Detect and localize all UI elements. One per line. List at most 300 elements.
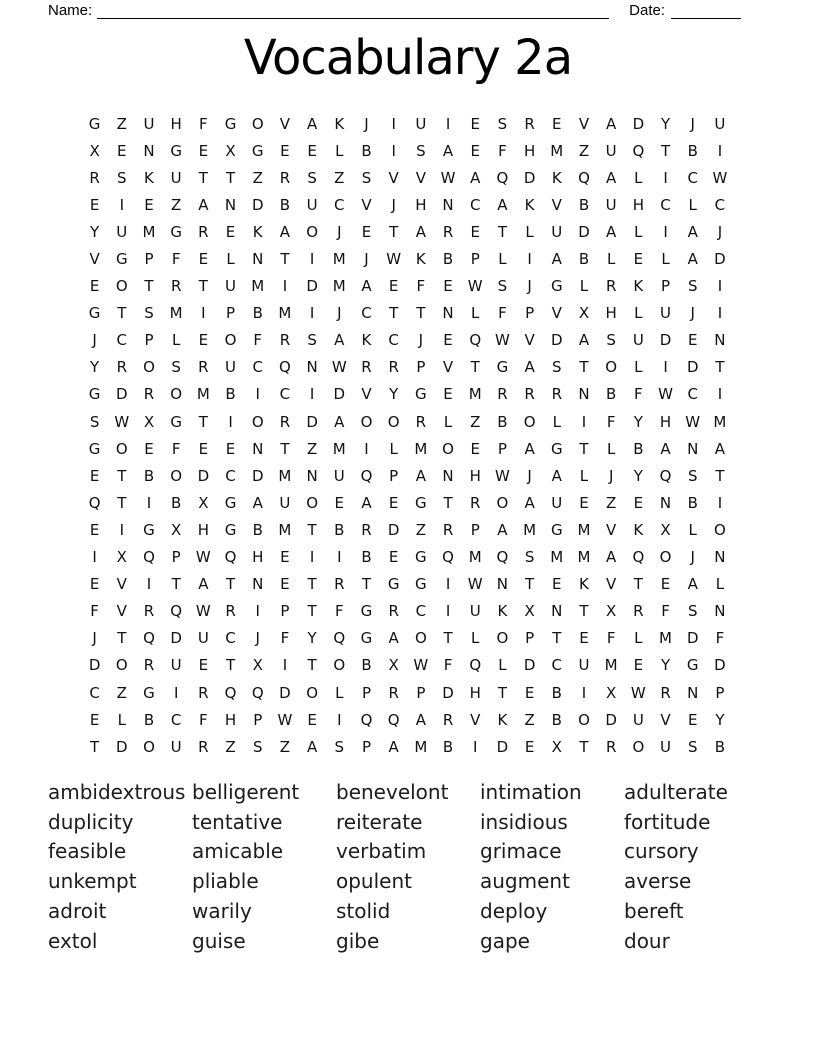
grid-letter: Q	[442, 548, 454, 567]
grid-letter: A	[687, 575, 698, 594]
grid-letter: L	[171, 331, 181, 350]
grid-letter: C	[469, 195, 481, 214]
grid-letter: Q	[251, 683, 264, 702]
grid-letter: L	[634, 358, 643, 377]
grid-letter: B	[551, 710, 562, 729]
grid-letter: A	[606, 548, 617, 567]
grid-letter: M	[278, 304, 292, 323]
grid-letter: P	[171, 548, 181, 567]
grid-letter: S	[89, 412, 100, 431]
grid-letter: Q	[632, 548, 645, 567]
grid-letter: L	[471, 629, 480, 648]
grid-letter: M	[414, 439, 428, 458]
grid-letter: U	[170, 656, 182, 675]
grid-letter: M	[577, 548, 591, 567]
grid-letter: J	[255, 629, 260, 648]
grid-letter: N	[306, 358, 318, 377]
grid-letter: C	[714, 195, 726, 214]
grid-letter: G	[143, 683, 155, 702]
grid-letter: I	[717, 385, 723, 404]
grid-letter: F	[171, 439, 181, 458]
grid-letter: E	[470, 222, 480, 241]
grid-letter: Q	[496, 548, 509, 567]
grid-letter: A	[687, 222, 698, 241]
grid-letter: I	[445, 575, 451, 594]
grid-letter: R	[497, 385, 508, 404]
grid-letter: T	[579, 439, 589, 458]
grid-letter: L	[661, 250, 670, 269]
grid-letter: H	[197, 520, 209, 539]
grid-letter: E	[579, 493, 589, 512]
grid-letter: G	[550, 520, 563, 539]
grid-letter: C	[660, 195, 671, 214]
grid-letter: E	[198, 656, 209, 675]
grid-letter: E	[144, 195, 154, 214]
grid-letter: E	[198, 331, 209, 350]
grid-letter: S	[361, 168, 372, 187]
grid-letter: N	[687, 683, 699, 702]
grid-letter: I	[119, 195, 124, 214]
grid-letter: T	[225, 656, 236, 675]
grid-letter: E	[443, 277, 453, 296]
word-item: extol	[48, 928, 98, 953]
grid-letter: V	[89, 250, 100, 269]
grid-letter: R	[388, 683, 399, 702]
grid-letter: P	[361, 683, 371, 702]
grid-letter: M	[523, 520, 537, 539]
grid-letter: R	[388, 602, 399, 621]
date-label: Date:	[629, 2, 665, 19]
grid-letter: M	[550, 548, 564, 567]
grid-letter: I	[146, 493, 152, 512]
grid-letter: B	[442, 737, 454, 756]
grid-letter: O	[115, 439, 128, 458]
grid-letter: K	[334, 114, 345, 133]
grid-letter: F	[199, 710, 208, 729]
grid-letter: V	[279, 114, 291, 133]
grid-letter: U	[225, 358, 237, 377]
grid-letter: G	[686, 656, 699, 675]
word-item: gibe	[336, 928, 380, 953]
grid-letter: N	[442, 195, 454, 214]
grid-letter: L	[552, 412, 561, 431]
word-item: intimation	[480, 780, 582, 804]
grid-letter: D	[605, 710, 617, 729]
grid-letter: E	[117, 141, 127, 160]
word-list-column	[480, 778, 624, 956]
grid-letter: R	[279, 331, 291, 350]
grid-letter: K	[252, 222, 263, 241]
grid-letter: C	[388, 331, 399, 350]
grid-letter: D	[686, 358, 699, 377]
grid-letter: V	[361, 195, 372, 214]
grid-letter: J	[717, 222, 723, 241]
grid-letter: U	[143, 114, 155, 133]
grid-letter: Q	[170, 602, 183, 621]
grid-letter: E	[198, 250, 209, 269]
word-item: reiterate	[336, 809, 423, 834]
grid-letter: H	[523, 141, 536, 160]
grid-letter: E	[225, 439, 236, 458]
grid-letter: F	[334, 602, 344, 621]
grid-letter: D	[632, 114, 645, 133]
grid-letter: Q	[224, 683, 237, 702]
grid-letter: X	[524, 602, 535, 621]
grid-letter: Q	[143, 629, 155, 648]
word-item: warily	[192, 898, 252, 923]
letter-grid	[81, 110, 734, 760]
grid-letter: B	[442, 250, 454, 269]
grid-letter: I	[119, 520, 124, 539]
word-item: belligerent	[192, 780, 300, 804]
grid-letter: G	[360, 629, 373, 648]
grid-letter: G	[415, 493, 427, 512]
grid-letter: N	[578, 385, 590, 404]
grid-letter: Y	[90, 358, 100, 377]
grid-letter: A	[524, 439, 535, 458]
grid-letter: Y	[633, 412, 643, 431]
grid-letter: C	[415, 602, 427, 621]
grid-letter: V	[388, 168, 399, 187]
grid-letter: S	[144, 304, 154, 323]
grid-letter: T	[144, 277, 154, 296]
grid-letter: B	[606, 385, 617, 404]
grid-letter: A	[361, 277, 372, 296]
grid-letter: T	[579, 358, 589, 377]
grid-letter: N	[252, 250, 264, 269]
grid-letter: I	[364, 439, 369, 458]
grid-letter: Q	[578, 168, 590, 187]
grid-letter: Q	[360, 710, 373, 729]
grid-letter: T	[198, 168, 208, 187]
grid-letter: U	[632, 710, 644, 729]
grid-letter: T	[117, 629, 127, 648]
grid-letter: D	[578, 222, 590, 241]
grid-letter: H	[252, 548, 264, 567]
grid-letter: G	[224, 520, 237, 539]
grid-letter: G	[496, 358, 509, 377]
grid-letter: E	[307, 710, 317, 729]
grid-letter: T	[361, 575, 372, 594]
grid-letter: B	[578, 195, 590, 214]
grid-letter: M	[713, 412, 727, 431]
grid-letter: G	[170, 222, 182, 241]
grid-letter: L	[471, 304, 480, 323]
grid-letter: V	[578, 114, 590, 133]
grid-letter: P	[226, 304, 236, 323]
grid-letter: A	[306, 737, 318, 756]
grid-letter: U	[605, 141, 617, 160]
header	[48, 2, 741, 19]
grid-letter: G	[88, 385, 101, 404]
word-item: augment	[480, 869, 570, 894]
grid-letter: S	[171, 358, 181, 377]
grid-letter: I	[255, 385, 260, 404]
grid-letter: Q	[469, 656, 482, 675]
puzzle-title: Vocabulary 2a	[243, 30, 573, 86]
grid-letter: Z	[116, 114, 127, 133]
grid-letter: R	[334, 575, 345, 594]
grid-letter: R	[143, 656, 155, 675]
grid-letter: F	[416, 277, 426, 296]
word-item: deploy	[480, 898, 548, 923]
grid-letter: X	[578, 304, 590, 323]
grid-letter: C	[170, 710, 182, 729]
grid-letter: L	[443, 412, 453, 431]
grid-letter: K	[497, 602, 508, 621]
grid-letter: D	[551, 331, 563, 350]
grid-letter: S	[307, 168, 317, 187]
grid-letter: O	[115, 656, 128, 675]
grid-letter: D	[714, 250, 726, 269]
grid-letter: A	[497, 195, 508, 214]
grid-letter: A	[606, 114, 617, 133]
grid-letter: A	[415, 466, 426, 485]
grid-letter: J	[418, 331, 424, 350]
grid-letter: M	[332, 277, 346, 296]
grid-letter: O	[605, 358, 618, 377]
grid-letter: F	[253, 331, 263, 350]
grid-letter: H	[605, 304, 617, 323]
grid-letter: V	[442, 358, 454, 377]
grid-letter: I	[255, 602, 260, 621]
word-item: averse	[624, 869, 692, 894]
grid-letter: R	[361, 358, 372, 377]
grid-letter: U	[170, 737, 182, 756]
word-item: bereft	[624, 898, 684, 923]
word-list-column	[48, 778, 192, 956]
grid-letter: E	[470, 141, 480, 160]
word-item: adroit	[48, 898, 107, 923]
grid-letter: O	[578, 710, 590, 729]
word-item: tentative	[192, 809, 283, 834]
grid-letter: X	[606, 602, 617, 621]
grid-letter: W	[277, 710, 293, 729]
grid-letter: L	[634, 629, 643, 648]
grid-letter: I	[445, 602, 451, 621]
word-item: ambidextrous	[48, 780, 186, 804]
grid-letter: J	[337, 304, 342, 323]
grid-letter: V	[116, 602, 127, 621]
grid-letter: B	[497, 412, 508, 431]
grid-letter: S	[687, 277, 698, 296]
grid-letter: R	[116, 358, 127, 377]
grid-letter: J	[608, 466, 614, 485]
grid-letter: K	[497, 710, 508, 729]
grid-letter: G	[415, 575, 427, 594]
grid-letter: T	[443, 629, 453, 648]
grid-letter: U	[197, 629, 209, 648]
word-item: guise	[192, 928, 246, 953]
grid-letter: V	[606, 520, 617, 539]
grid-letter: L	[606, 439, 616, 458]
grid-letter: B	[171, 493, 182, 512]
grid-letter: C	[116, 331, 128, 350]
grid-letter: N	[551, 602, 563, 621]
grid-letter: B	[687, 493, 698, 512]
grid-letter: P	[525, 304, 535, 323]
grid-letter: U	[551, 493, 563, 512]
grid-letter: E	[687, 331, 698, 350]
grid-letter: U	[660, 737, 672, 756]
grid-letter: H	[415, 195, 427, 214]
grid-letter: E	[660, 575, 671, 594]
grid-letter: T	[307, 575, 317, 594]
grid-letter: T	[225, 168, 236, 187]
grid-letter: Q	[279, 358, 291, 377]
grid-letter: T	[525, 575, 535, 594]
grid-letter: I	[473, 737, 478, 756]
grid-letter: T	[443, 493, 453, 512]
grid-letter: J	[527, 466, 532, 485]
grid-letter: W	[494, 331, 510, 350]
grid-letter: E	[443, 331, 453, 350]
grid-letter: L	[117, 710, 126, 729]
word-item: verbatim	[336, 839, 427, 864]
grid-letter: U	[660, 304, 672, 323]
grid-letter: I	[581, 412, 587, 431]
grid-letter: T	[171, 575, 181, 594]
grid-letter: I	[309, 250, 315, 269]
grid-letter: M	[332, 250, 346, 269]
grid-letter: J	[364, 114, 369, 133]
grid-letter: B	[361, 548, 372, 567]
grid-letter: G	[88, 304, 101, 323]
grid-letter: D	[333, 385, 346, 404]
grid-letter: C	[225, 629, 236, 648]
grid-letter: Z	[306, 439, 318, 458]
grid-letter: A	[606, 168, 617, 187]
grid-letter: W	[467, 575, 483, 594]
grid-letter: E	[225, 222, 236, 241]
grid-letter: A	[660, 439, 671, 458]
grid-letter: L	[389, 439, 398, 458]
grid-letter: T	[90, 737, 100, 756]
grid-letter: H	[469, 683, 481, 702]
word-item: insidious	[480, 809, 568, 834]
grid-letter: I	[282, 277, 288, 296]
grid-letter: T	[307, 656, 317, 675]
grid-letter: W	[685, 412, 701, 431]
grid-letter: U	[605, 195, 617, 214]
grid-letter: A	[252, 493, 263, 512]
grid-letter: O	[170, 466, 183, 485]
grid-letter: E	[633, 493, 644, 512]
grid-letter: J	[690, 304, 695, 323]
word-item: stolid	[336, 898, 391, 923]
word-list-column	[192, 778, 336, 956]
grid-letter: G	[251, 141, 264, 160]
grid-letter: V	[551, 195, 562, 214]
grid-letter: N	[714, 548, 726, 567]
grid-letter: A	[388, 629, 399, 648]
grid-letter: Y	[389, 385, 399, 404]
grid-letter: S	[334, 737, 345, 756]
grid-letter: D	[116, 737, 128, 756]
grid-letter: O	[333, 656, 346, 675]
grid-letter: K	[579, 575, 589, 594]
grid-letter: X	[660, 520, 671, 539]
grid-letter: I	[146, 575, 152, 594]
grid-letter: R	[524, 114, 535, 133]
grid-letter: S	[687, 602, 698, 621]
grid-letter: L	[525, 222, 534, 241]
grid-letter: B	[361, 141, 372, 160]
grid-letter: I	[309, 304, 315, 323]
grid-letter: J	[337, 222, 342, 241]
grid-letter: F	[443, 656, 453, 675]
grid-letter: L	[498, 656, 507, 675]
grid-letter: S	[497, 114, 508, 133]
word-item: pliable	[192, 869, 259, 894]
grid-letter: E	[89, 575, 100, 594]
grid-letter: A	[334, 331, 345, 350]
grid-letter: N	[224, 195, 237, 214]
grid-letter: X	[116, 548, 127, 567]
word-item: opulent	[336, 869, 412, 894]
grid-letter: F	[606, 412, 616, 431]
grid-letter: E	[388, 493, 399, 512]
grid-letter: B	[143, 466, 155, 485]
grid-letter: I	[309, 548, 315, 567]
grid-letter: E	[524, 683, 535, 702]
grid-letter: B	[334, 520, 345, 539]
grid-letter: L	[226, 250, 235, 269]
grid-letter: D	[197, 466, 210, 485]
word-item: unkempt	[48, 869, 137, 894]
grid-letter: F	[280, 629, 290, 648]
grid-letter: T	[579, 737, 589, 756]
grid-letter: T	[225, 575, 236, 594]
grid-letter: N	[442, 304, 454, 323]
grid-letter: Z	[578, 141, 590, 160]
grid-letter: I	[391, 141, 396, 160]
grid-letter: S	[552, 358, 562, 377]
grid-letter: E	[633, 656, 644, 675]
grid-letter: A	[578, 331, 590, 350]
grid-letter: W	[195, 602, 211, 621]
grid-letter: M	[414, 737, 428, 756]
grid-letter: F	[606, 629, 616, 648]
grid-letter: P	[715, 683, 725, 702]
grid-letter: U	[415, 114, 427, 133]
grid-letter: I	[337, 710, 342, 729]
grid-letter: H	[632, 195, 644, 214]
grid-letter: U	[116, 222, 128, 241]
grid-letter: S	[687, 466, 698, 485]
grid-letter: V	[606, 575, 617, 594]
grid-letter: I	[445, 114, 451, 133]
grid-letter: E	[89, 710, 100, 729]
grid-letter: X	[225, 141, 236, 160]
grid-letter: S	[307, 331, 317, 350]
grid-letter: Y	[715, 710, 725, 729]
grid-letter: O	[523, 412, 536, 431]
grid-letter: B	[143, 710, 155, 729]
grid-letter: T	[280, 250, 290, 269]
grid-letter: C	[334, 195, 345, 214]
grid-letter: T	[416, 304, 426, 323]
grid-letter: D	[251, 195, 264, 214]
grid-letter: P	[497, 439, 507, 458]
grid-letter: K	[524, 195, 535, 214]
grid-letter: T	[307, 602, 317, 621]
grid-letter: O	[306, 683, 318, 702]
grid-letter: T	[470, 358, 480, 377]
grid-letter: E	[144, 439, 154, 458]
grid-letter: T	[198, 277, 208, 296]
grid-letter: E	[198, 141, 209, 160]
